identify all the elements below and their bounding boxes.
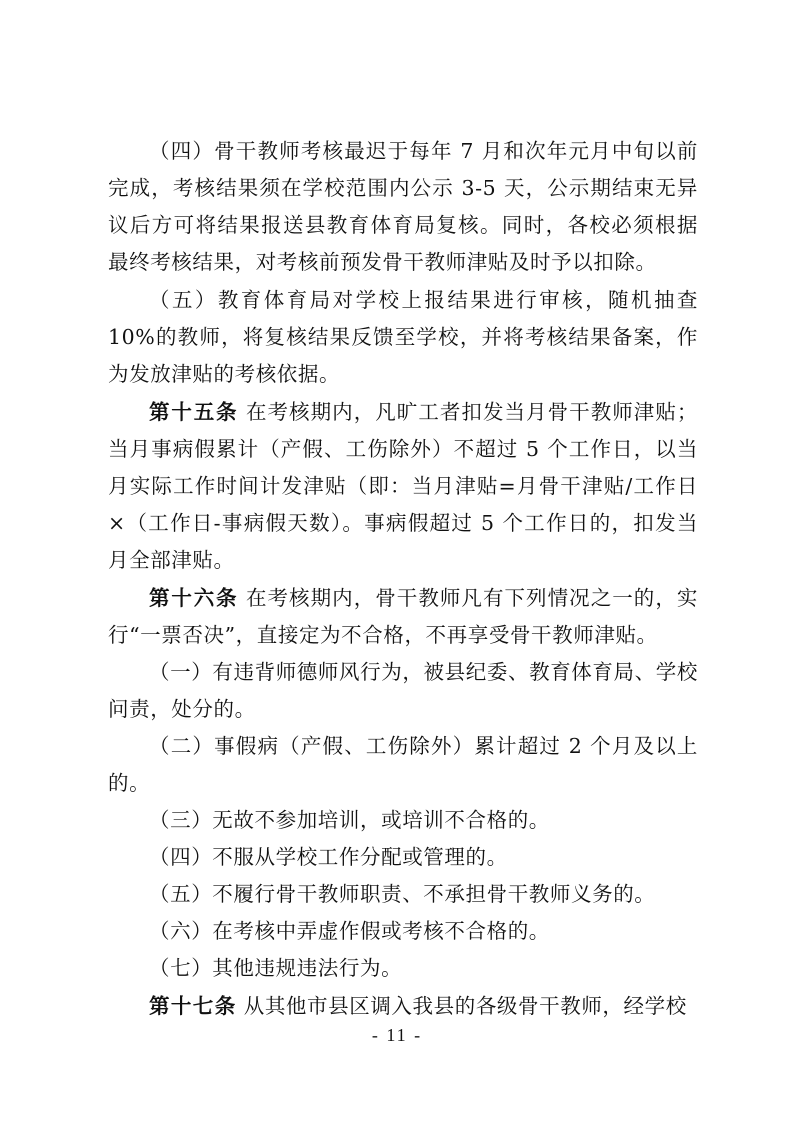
veto-item-3 xyxy=(108,802,698,839)
veto-item-4 xyxy=(108,839,698,876)
paragraph-text: （七）其他违规违法行为。 xyxy=(149,956,403,980)
article-text: 在考核期内，骨干教师凡有下列情况之一的，实行“一票否决”，直接定为不合格，不再享受骨干教师津贴。 xyxy=(108,586,698,647)
paragraph-text: （三）无故不参加培训，或培训不合格的。 xyxy=(149,808,550,832)
paragraph-bureau-review xyxy=(108,282,698,393)
paragraph-text: （四）不服从学校工作分配或管理的。 xyxy=(149,845,508,869)
page-number: - 11 - xyxy=(371,1025,423,1045)
paragraph-text: （六）在考核中弄虚作假或考核不合格的。 xyxy=(149,919,550,943)
article-text: 在考核期内，凡旷工者扣发当月骨干教师津贴；当月事病假累计（产假、工伤除外）不超过 5 个工作日，以当月实际工作时间计发津贴（即：当月津贴=月骨干津贴/工作日×（工作日-事病假天数）。事病假超过 5 个工作日的，扣发当月全部津贴。 xyxy=(108,400,698,572)
article-heading: 第十五条 xyxy=(149,400,239,424)
article-seventeen xyxy=(108,988,698,1025)
document-page xyxy=(108,133,698,1025)
paragraph-text: （五）不履行骨干教师职责、不承担骨干教师义务的。 xyxy=(149,882,656,906)
paragraph-assessment-deadline xyxy=(108,133,698,281)
paragraph-text: （四）骨干教师考核最迟于每年 7 月和次年元月中旬以前完成，考核结果须在学校范围内公示 3-5 天，公示期结束无异议后方可将结果报送县教育体育局复核。同时，各校必须根据最终考核结果，对考核前预发骨干教师津贴及时予以扣除。 xyxy=(108,139,698,274)
article-sixteen xyxy=(108,580,698,654)
veto-item-2 xyxy=(108,728,698,802)
veto-item-7 xyxy=(108,950,698,987)
article-fifteen xyxy=(108,394,698,579)
article-heading: 第十七条 xyxy=(149,994,237,1018)
veto-item-5 xyxy=(108,876,698,913)
paragraph-text: （五）教育体育局对学校上报结果进行审核，随机抽查 10%的教师，将复核结果反馈至学校，并将考核结果备案，作为发放津贴的考核依据。 xyxy=(108,288,698,386)
paragraph-text: （一）有违背师德师风行为，被县纪委、教育体育局、学校问责，处分的。 xyxy=(108,660,698,721)
article-text: 从其他市县区调入我县的各级骨干教师，经学校 xyxy=(236,994,687,1018)
veto-item-1 xyxy=(108,654,698,728)
veto-item-6 xyxy=(108,913,698,950)
paragraph-text: （二）事假病（产假、工伤除外）累计超过 2 个月及以上的。 xyxy=(108,734,698,795)
article-heading: 第十六条 xyxy=(149,586,239,610)
